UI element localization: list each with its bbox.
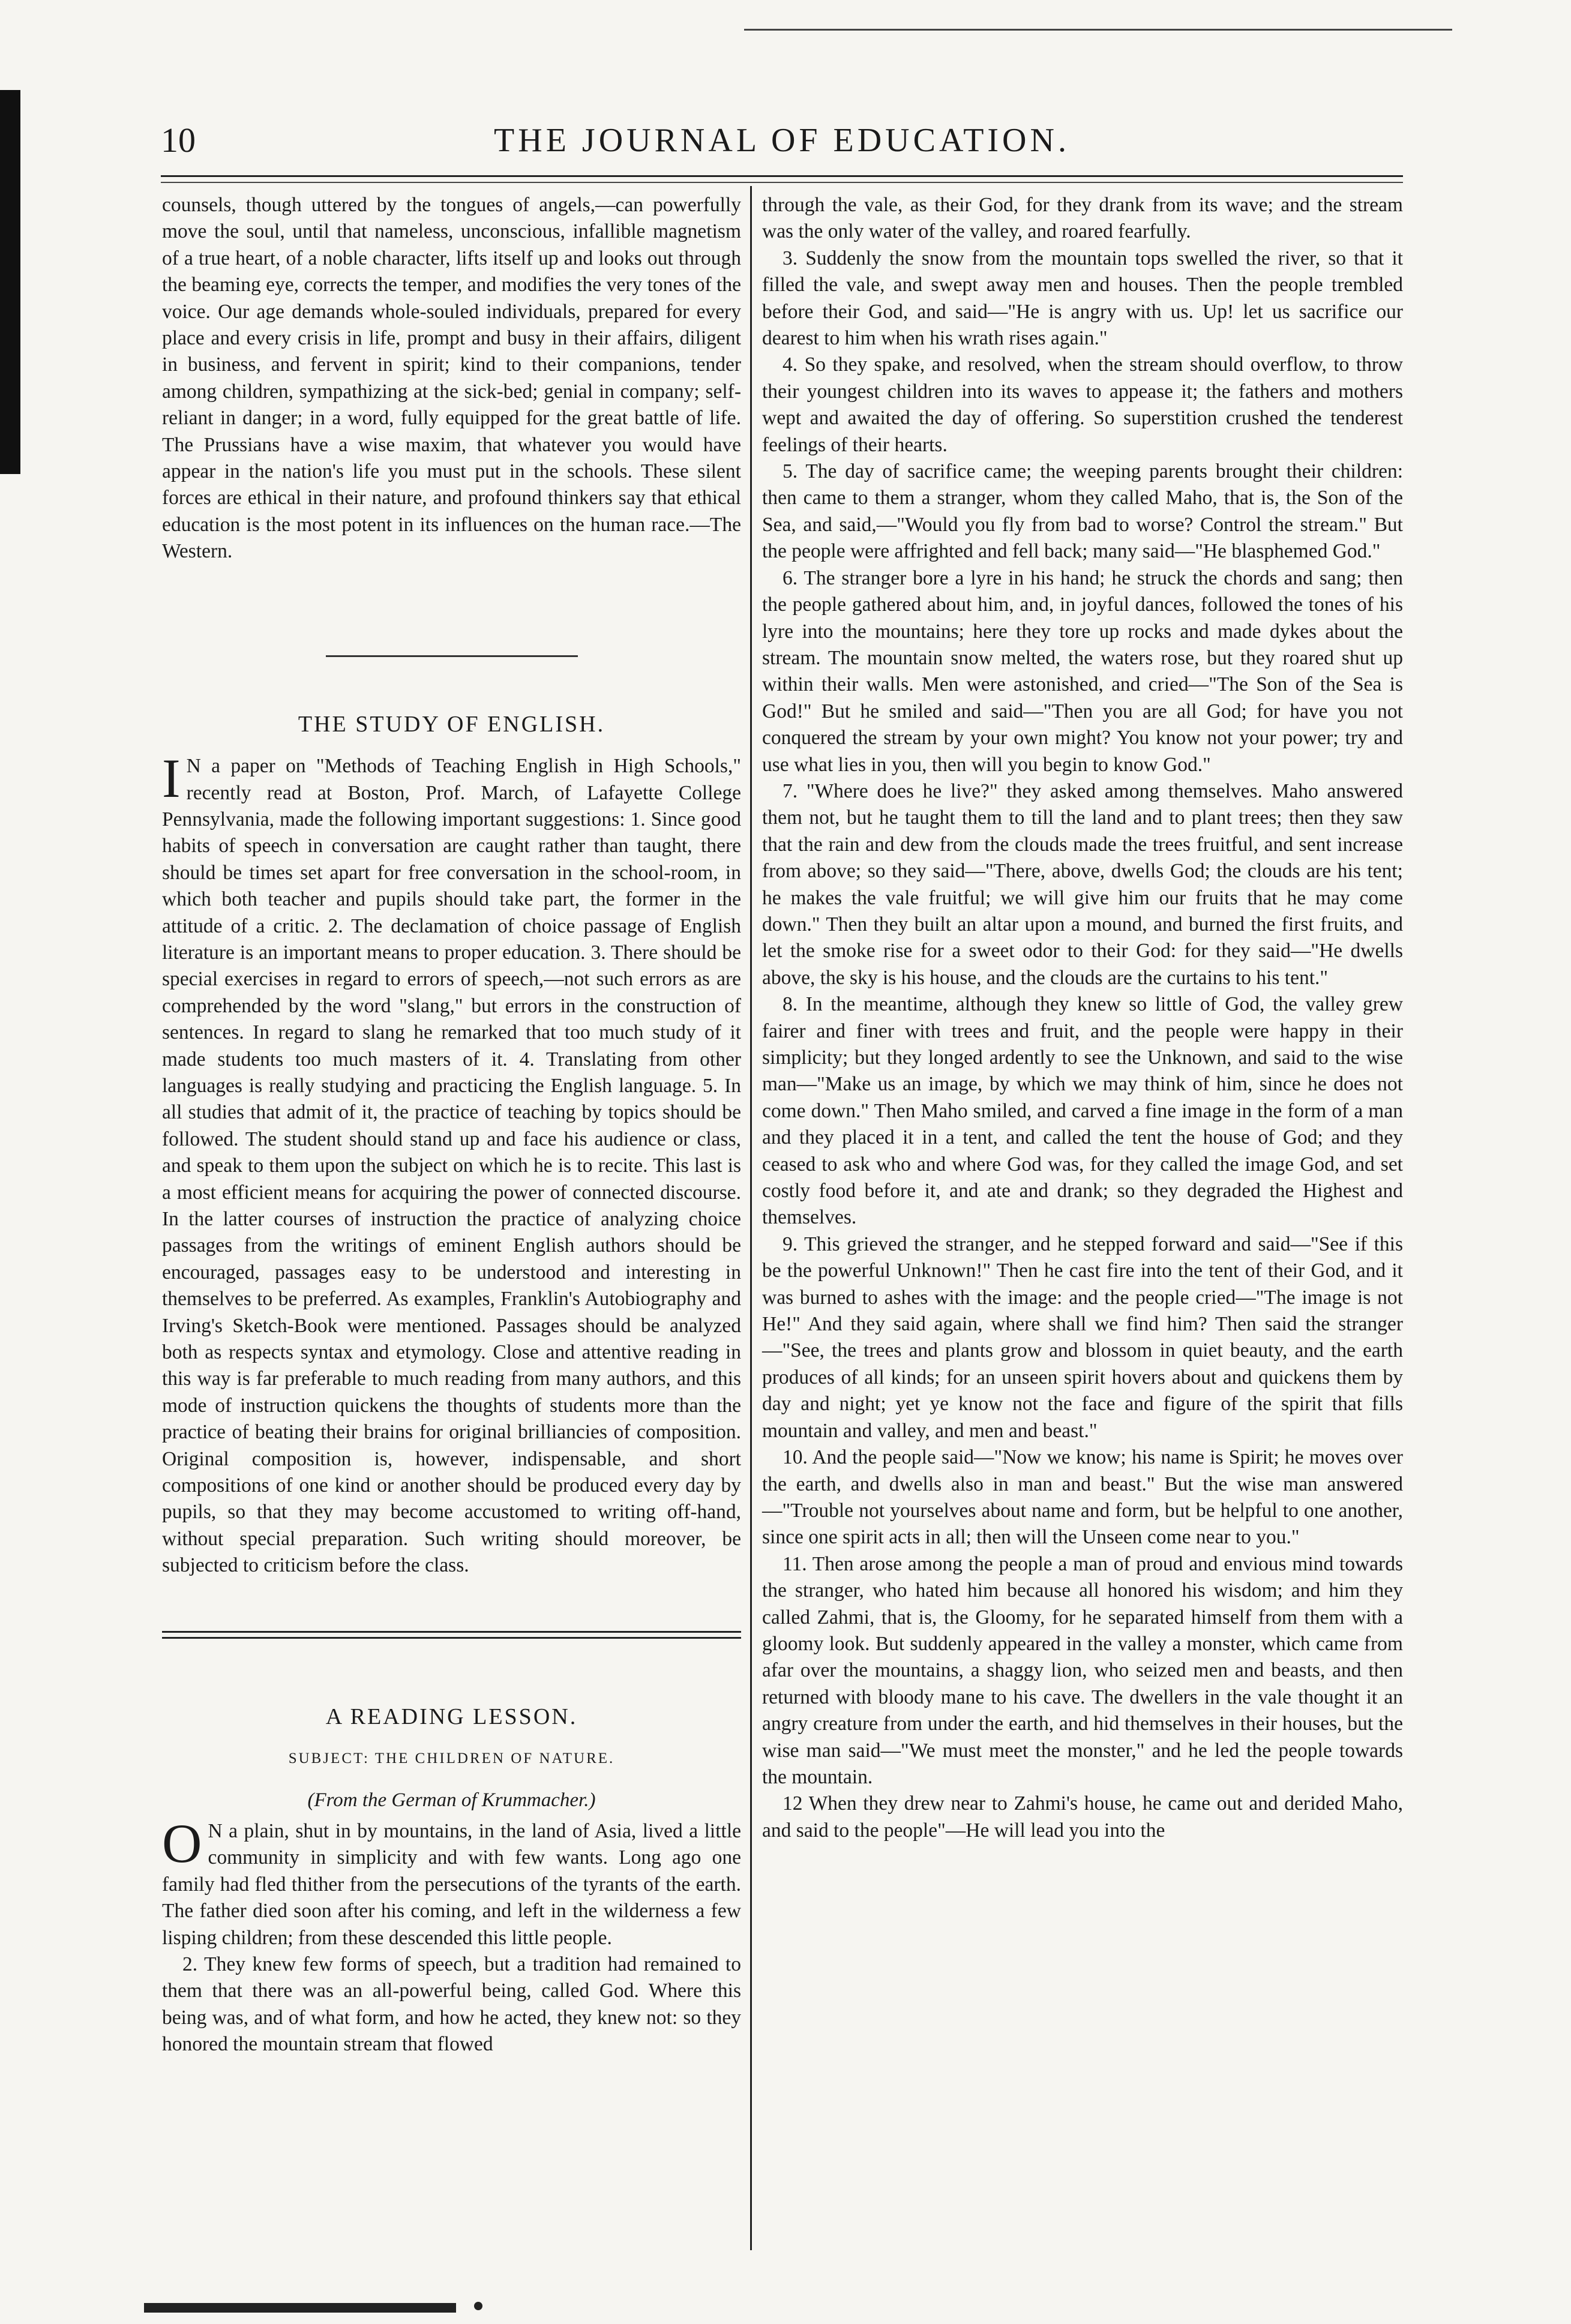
- page-number: 10: [161, 121, 196, 160]
- intro-paragraph: counsels, though uttered by the tongues of angels,—can powerfully move the soul, until that nameless, unconscious, infallible magnetism of a true heart, of a noble character, lifts itself up and looks out through the beaming eye, corrects the temper, and modifies the very tones of the voice. Our age demands whole-souled individuals, prepared for every place and every crisis in life, prompt and busy in their affairs, diligent in business, and fervent in spirit; kind to their companions, tender among children, sympathizing at the sick-bed; genial in company; self-reliant in danger; in a word, fully equipped for the great battle of life. The Prussians have a wise maxim, that whatever you would have appear in the nation's life you must put in the schools. These silent forces are ethical in their nature, and profound thinkers say that ethical education is the most potent in its influences on the human race.—The Western.: [162, 194, 741, 563]
- lesson-paragraph-11: 11. Then arose among the people a man of proud and envious mind towards the stranger, who hated him because all honored his wisdom; and him they called Zahmi, that is, the Gloomy, for he separated himself from them with a gloomy look. But suddenly appeared in the valley a monster, which came from afar over the mountains, a shaggy lion, who seized men and beasts, and then returned with bloody mane to his cave. The dwellers in the vale thought it an angry creature from under the earth, and hid themselves in their houses, but the wise man said—"We must meet the monster," and he led the people towards the mountain.: [762, 1552, 1403, 1788]
- column-divider: [750, 186, 752, 2250]
- study-of-english-heading: THE STUDY OF ENGLISH.: [298, 711, 605, 737]
- lesson-paragraph-6: 6. The stranger bore a lyre in his hand; he struck the chords and sang; then the people gathered about him, and, in joyful dances, followed the tones of his lyre into the mountains; here they tore up rocks and made dykes about the stream. The mountain snow melted, the waters rose, but they roared shut up within their walls. Men were astonished, and cried—"The Son of the Sea is God!" But he smiled and said—"Then you are all God; for have you not conquered the stream by your own might? You know not your power; try and use what lies in you, then will you begin to know God.": [762, 566, 1403, 776]
- lesson-paragraph-4: 4. So they spake, and resolved, when the stream should overflow, to throw their youngest children into its waves to appease it; the fathers and mothers wept and awaited the day of offering. So superstition crushed the tenderest feelings of their hearts.: [762, 353, 1403, 456]
- reading-lesson-heading: A READING LESSON.: [325, 1704, 578, 1729]
- lesson-paragraph-9: 9. This grieved the stranger, and he stepped forward and said—"See if this be the powerful Unknown!" Then he cast fire into the tent of their God, and it was burned to ashes with the image: and the people cried—"The image is not He!" And they said again, where shall we find him? Then said the stranger—"See, the trees and plants grow and blossom in quiet beauty, and the earth produces of all kinds; for an unseen spirit hovers about and quickens them by day and night; yet ye know not the face and figure of the spirit that fills mountain and valley, and men and beast.": [762, 1233, 1403, 1442]
- scan-dot-mark: [474, 2302, 482, 2310]
- lesson-paragraph-1: ON a plain, shut in by mountains, in the land of Asia, lived a little community in simplicity and with few wants. Long ago one family had fled thither from the persecutions of the tyrants of the earth. The father died soon after his coming, and left in the wilderness a few lisping children; from these descended this little people.: [162, 1812, 741, 1949]
- study-of-english-paragraph: IN a paper on "Methods of Teaching English in High Schools," recently read at Boston, Prof. March, of Lafayette College Pennsylvania, made the following important suggestions: 1. Since good habits of speech in conversation are caught rather than taught, there should be times set apart for free conversation in the school-room, in which both teacher and pupils should take part, the former in the attitude of a critic. 2. The declamation of choice passage of English literature is an important means to proper education. 3. There should be special exercises in regard to errors of speech,—not such errors as are comprehended by the word "slang," but errors in the construction of sentences. In regard to slang he remarked that too much study of it made students too much masters of it. 4. Translating from other languages is really studying and practicing the English language. 5. In all studies that admit of it, the practice of teaching by topics should be followed. The student should stand up and face his audience or class, and speak to them upon the subject on which he is to recite. This last is a most efficient means for acquiring the power of connected discourse. In the latter courses of instruction the practice of analyzing choice passages from the writings of eminent English authors should be encouraged, passages easy to be understood and interesting in themselves to be preferred. As examples, Franklin's Autobiography and Irving's Sketch-Book were mentioned. Passages should be analyzed both as respects syntax and etymology. Close and attentive reading in this way is far preferable to much reading from many authors, and this mode of instruction quickens the thoughts of students more than the practice of beating their brains for original brilliancies of composition. Original composition is, however, indispensable, and short compositions of one kind or another should be produced every day by pupils, so that they may become accustomed to writing off-hand, without special preparation. Such writing should moreover, be subjected to criticism before the class.: [162, 748, 741, 1577]
- lesson-paragraph-8: 8. In the meantime, although they knew so little of God, the valley grew fairer and finer with trees and fruit, and the people were happy in their simplicity; but they longed ardently to see the Unknown, and said to the wise man—"Make us an image, by which we may think of him, since he does not come down." Then Maho smiled, and carved a fine image in the form of a man and they placed it in a tent, and called the tent the house of God; and they ceased to ask who and where God was, for they called the image God, and set costly food before it, and ate and drank; so they degraded the Highest and themselves.: [762, 993, 1403, 1229]
- scan-top-line: [744, 29, 1452, 31]
- journal-title: THE JOURNAL OF EDUCATION.: [494, 122, 1070, 159]
- lesson-paragraph-5: 5. The day of sacrifice came; the weeping parents brought their children: then came to them a stranger, whom they called Maho, that is, the Son of the Sea, and said,—"Would you fly from bad to worse? Control the stream." But the people were affrighted and fell back; many said—"He blasphemed God.": [762, 460, 1403, 563]
- lesson-paragraph-10: 10. And the people said—"Now we know; his name is Spirit; he moves over the earth, and dwells also in man and beast." But the wise man answered—"Trouble not yourselves about name and form, but be helpful to one another, since one spirit acts in all; then will the Unseen come near to you.": [762, 1446, 1403, 1549]
- section-divider: [326, 655, 578, 657]
- lesson-paragraph-12: 12 When they drew near to Zahmi's house, he came out and derided Maho, and said to the people"—He will lead you into the: [762, 1792, 1403, 1842]
- section-double-rule: [162, 1631, 741, 1639]
- scan-edge-mark: [0, 90, 20, 474]
- page-header: [161, 114, 1403, 174]
- lesson-paragraph-2: 2. They knew few forms of speech, but a tradition had remained to them that there was an all-powerful being, called God. Where this being was, and of what form, and how he acted, they knew not: so they honored the mountain stream that flowed: [162, 1953, 741, 2056]
- scan-bottom-mark: [144, 2303, 456, 2313]
- reading-lesson-source: (From the German of Krummacher.): [307, 1789, 596, 1811]
- lesson-paragraph-7: 7. "Where does he live?" they asked among themselves. Maho answered them not, but he taught them to till the land and to plant trees; then they saw that the rain and dew from the clouds made the trees fruitful, and sent increase from above; so they said—"There, above, dwells God; the clouds are his tent; he makes the vale fruitful; we will give him our fruits that he may come down." Then they built an altar upon a mound, and burned the first fruits, and let the smoke rise for a sweet odor to their God: for they said—"He dwells above, the sky is his house, and the clouds are the curtains to his tent.": [762, 779, 1403, 989]
- header-rule: [161, 175, 1403, 177]
- lesson-paragraph-continued: through the vale, as their God, for they drank from its wave; and the stream was the only water of the valley, and roared fearfully.: [762, 194, 1403, 243]
- header-rule-thin: [161, 182, 1403, 183]
- lesson-paragraph-3: 3. Suddenly the snow from the mountain tops swelled the river, so that it filled the vale, and swept away men and houses. Then the people trembled before their God, and said—"He is angry with us. Up! let us sacrifice our dearest to him when his wrath rises again.": [762, 247, 1403, 350]
- left-column: [162, 192, 741, 2058]
- right-column: [762, 192, 1403, 1844]
- reading-lesson-subject: SUBJECT: THE CHILDREN OF NATURE.: [288, 1750, 615, 1767]
